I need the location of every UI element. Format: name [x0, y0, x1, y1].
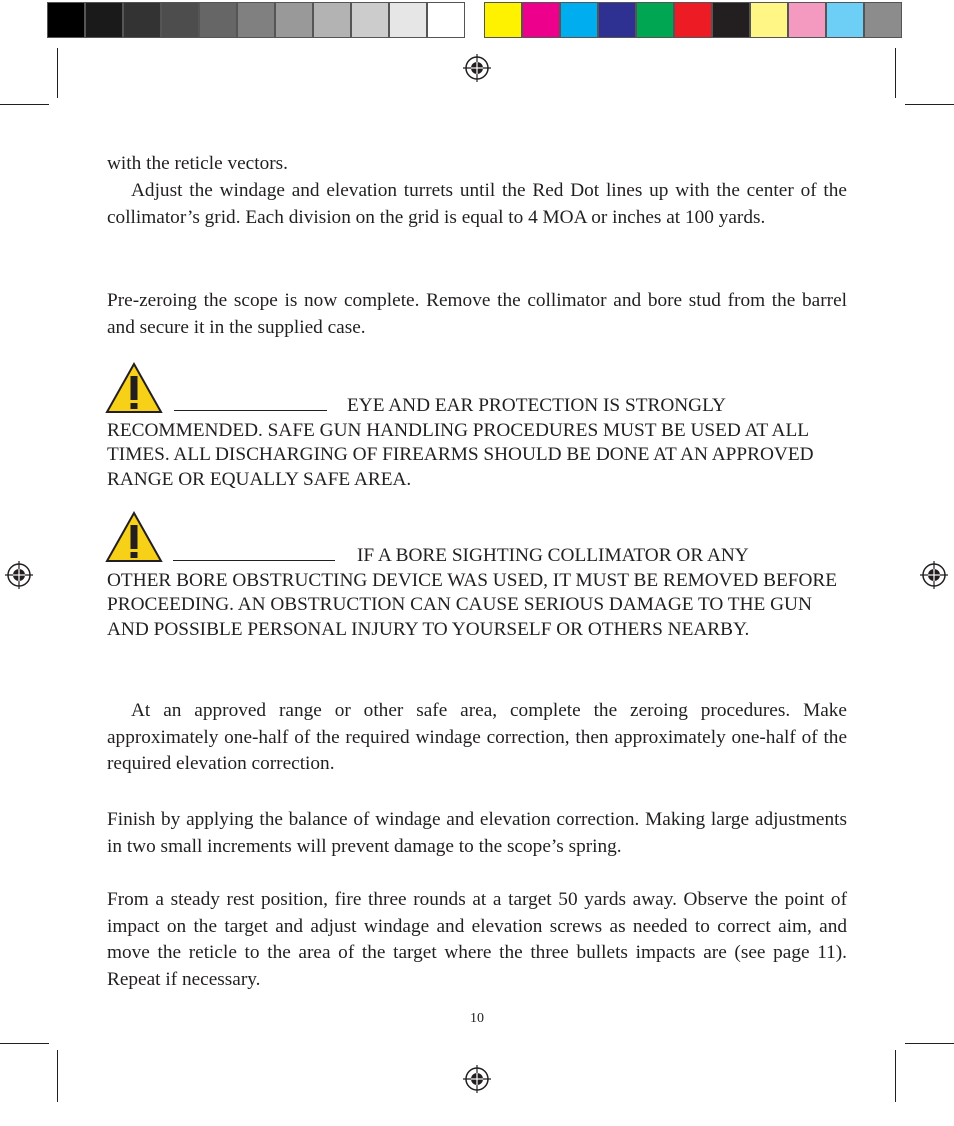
- warning-first-line: [107, 544, 849, 569]
- process-color-bar: [484, 2, 902, 40]
- color-swatch: [560, 2, 598, 38]
- paragraph: Pre-zeroing the scope is now complete. Remove the collimator and bore stud from the barrel and secure it in the supplied case.: [107, 290, 847, 338]
- warning-text: RECOMMENDED. SAFE GUN HANDLING PROCEDURES MUST BE USED AT ALL TIMES. ALL DISCHARGING OF FIREARMS SHOULD BE DONE AT AN APPROVED RANGE OR EQUALLY SAFE AREA.: [107, 419, 814, 490]
- crop-mark: [905, 104, 954, 105]
- color-swatch: [712, 2, 750, 38]
- color-swatch: [427, 2, 465, 38]
- registration-crosshair-icon: [462, 1064, 492, 1094]
- warning-text: IF A BORE SIGHTING COLLIMATOR OR ANY: [357, 545, 749, 566]
- color-swatch: [85, 2, 123, 38]
- warning-label-rule: [174, 410, 327, 411]
- crop-mark: [0, 1043, 49, 1044]
- warning-text: OTHER BORE OBSTRUCTING DEVICE WAS USED, IT MUST BE REMOVED BEFORE PROCEEDING. AN OBSTRUCTION CAN CAUSE SERIOUS DAMAGE TO THE GUN AND POSSIBLE PERSONAL INJURY TO YOURSELF OR OTHERS NEARBY.: [107, 569, 838, 640]
- color-swatch: [313, 2, 351, 38]
- color-swatch: [750, 2, 788, 38]
- registration-crosshair-icon: [4, 560, 34, 590]
- registration-crosshair-icon: [919, 560, 949, 590]
- warning-first-line: [107, 394, 849, 419]
- color-swatch: [522, 2, 560, 38]
- crop-mark: [895, 1050, 896, 1102]
- crop-mark: [0, 104, 49, 105]
- color-swatch: [674, 2, 712, 38]
- color-swatch: [123, 2, 161, 38]
- color-swatch: [161, 2, 199, 38]
- color-swatch: [389, 2, 427, 38]
- warning-label-rule: [173, 560, 335, 561]
- color-swatch: [788, 2, 826, 38]
- color-swatch: [237, 2, 275, 38]
- crop-mark: [895, 48, 896, 98]
- page-number: 10: [470, 1011, 484, 1026]
- color-swatch: [826, 2, 864, 38]
- paragraph: At an approved range or other safe area, complete the zeroing procedures. Make approximately one-half of the required windage correction, then approximately one-half of the required elevation correction.: [107, 700, 847, 774]
- color-swatch: [598, 2, 636, 38]
- color-swatch: [199, 2, 237, 38]
- registration-crosshair-icon: [462, 53, 492, 83]
- paragraph: From a steady rest position, fire three rounds at a target 50 yards away. Observe the point of impact on the target and adjust windage and elevation screws as needed to correct aim, and move the reticle to the area of the target where the three bullets impacts are (see page 11). Repeat if necessary.: [107, 889, 847, 990]
- warning-text: EYE AND EAR PROTECTION IS STRONGLY: [347, 395, 726, 416]
- color-swatch: [275, 2, 313, 38]
- warning-block: [107, 394, 849, 492]
- crop-mark: [57, 1050, 58, 1102]
- crop-mark: [57, 48, 58, 98]
- paragraph: Adjust the windage and elevation turrets until the Red Dot lines up with the center of the collimator’s grid. Each division on the grid is equal to 4 MOA or inches at 100 yards.: [107, 180, 847, 228]
- paragraph: with the reticle vectors.: [107, 153, 288, 174]
- crop-mark: [905, 1043, 954, 1044]
- color-swatch: [636, 2, 674, 38]
- gray-color-bar: [47, 2, 465, 40]
- warning-block: [107, 544, 849, 642]
- color-swatch: [351, 2, 389, 38]
- color-swatch: [864, 2, 902, 38]
- color-swatch: [484, 2, 522, 38]
- paragraph: Finish by applying the balance of windage and elevation correction. Making large adjustments in two small increments will prevent damage to the scope’s spring.: [107, 809, 847, 857]
- color-swatch: [47, 2, 85, 38]
